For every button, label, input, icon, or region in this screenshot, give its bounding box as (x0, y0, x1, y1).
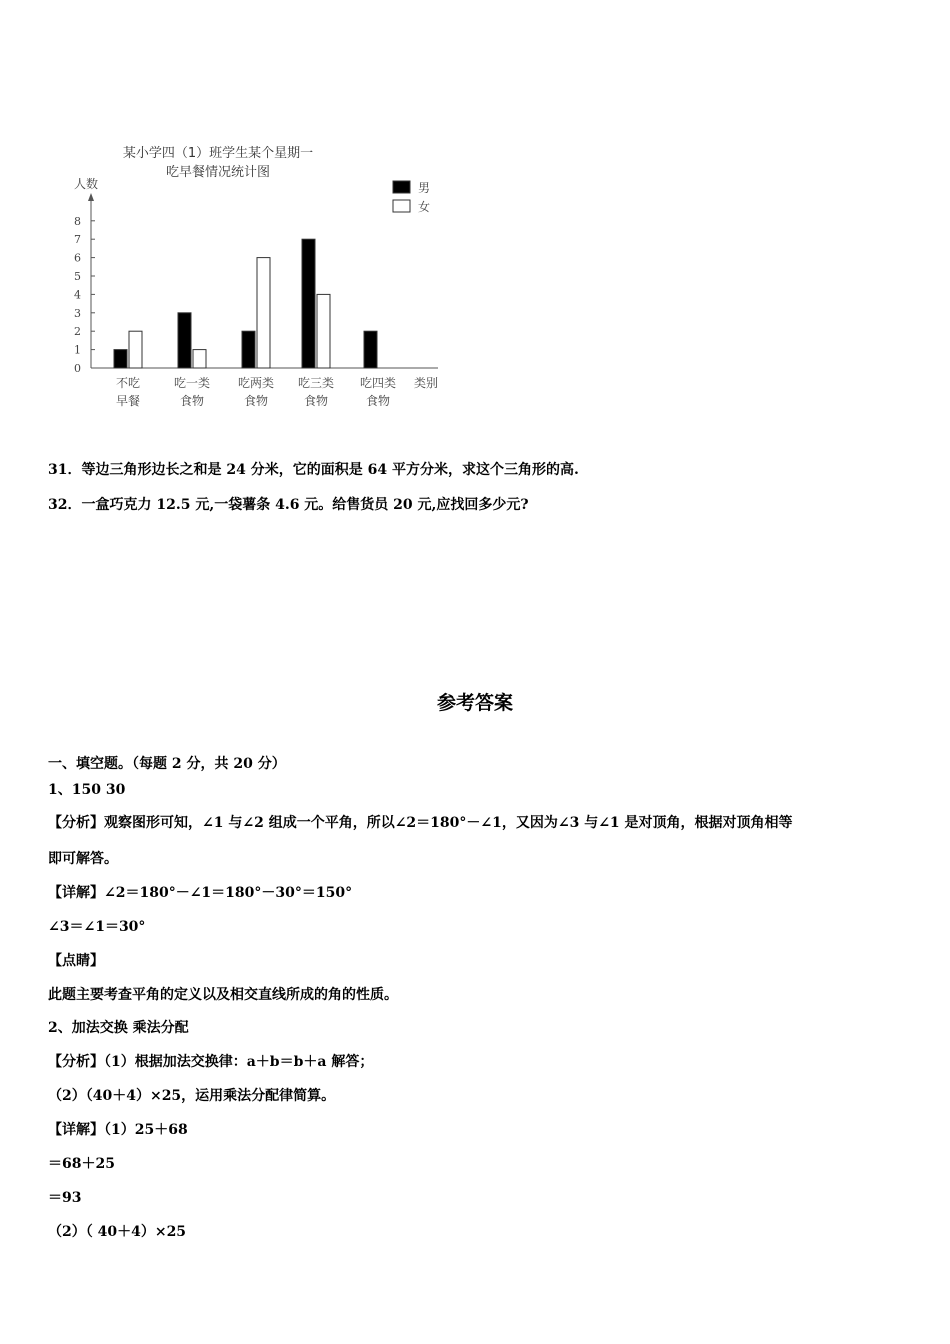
answer-heading: 参考答案 (436, 692, 513, 714)
detail-text: （1）25＋68 (104, 1122, 188, 1138)
chart-svg (60, 135, 460, 425)
answer-1-analysis-cont: 即可解答。 (48, 851, 118, 867)
y-tick-label: 5 (74, 270, 81, 283)
bar-boys (178, 313, 191, 368)
bar-boys (364, 331, 377, 368)
chart-title-line-1: 某小学四（1）班学生某个星期一 (122, 146, 314, 161)
answer-2-analysis (48, 1051, 373, 1071)
bar-girls (257, 258, 270, 368)
y-tick-label: 4 (74, 288, 81, 302)
analysis-tag: 【分析】 (48, 815, 104, 831)
y-tick-label: 3 (74, 306, 81, 320)
y-tick-label: 8 (74, 214, 81, 228)
answer-1-point-tag: 【点睛】 (48, 953, 104, 969)
legend-label-boys: 男 (418, 181, 431, 195)
bar-boys (114, 350, 127, 368)
answer-1-analysis (48, 812, 793, 832)
question-31: 31．等边三角形边长之和是 24 分米，它的面积是 64 平方分米，求这个三角形的高. (48, 462, 579, 478)
answer-2-detail-3: ＝93 (48, 1190, 82, 1206)
x-category-label: 不吃 (115, 376, 141, 390)
answer-2-detail (48, 1119, 188, 1139)
x-category-label-2: 食物 (179, 394, 205, 408)
x-category-label-2: 食物 (303, 394, 329, 408)
x-category-label: 吃两类 (237, 376, 275, 390)
legend-swatch-boys (393, 181, 410, 193)
y-tick-label: 2 (74, 325, 81, 339)
x-category-label-2: 早餐 (115, 394, 141, 408)
detail-tag: 【详解】 (48, 1122, 104, 1138)
x-category-label-2: 食物 (365, 394, 391, 408)
bar-boys (242, 331, 255, 368)
x-category-label: 吃三类 (297, 376, 335, 390)
answer-2: 2、加法交换 乘法分配 (48, 1020, 189, 1036)
y-tick-label: 6 (74, 251, 81, 265)
chart-title-line-2: 吃早餐情况统计图 (165, 165, 271, 180)
answer-2-detail-2: ＝68＋25 (48, 1156, 115, 1172)
y-axis-arrow (88, 193, 94, 201)
legend-label-girls: 女 (418, 200, 431, 214)
section-title: 一、填空题。（每题 2 分，共 20 分） (48, 756, 286, 772)
answer-1-detail-2: ∠3＝∠1＝30° (48, 919, 146, 935)
x-category-label: 吃一类 (173, 376, 211, 390)
answer-1-detail (48, 882, 352, 902)
x-axis-label: 类别 (413, 376, 439, 390)
analysis-text: 观察图形可知，∠1 与∠2 组成一个平角，所以∠2＝180°－∠1，又因为∠3 与∠1 是对顶角，根据对顶角相等 (104, 815, 793, 831)
bar-girls (193, 350, 206, 368)
answer-2-detail-4: （2）（ 40＋4）×25 (48, 1224, 187, 1240)
detail-tag: 【详解】 (48, 885, 104, 901)
analysis-tag: 【分析】 (48, 1054, 104, 1070)
detail-text: ∠2＝180°－∠1＝180°－30°＝150° (104, 885, 353, 901)
y-axis-label: 人数 (74, 177, 99, 191)
question-32: 32．一盒巧克力 12.5 元,一袋薯条 4.6 元。给售货员 20 元,应找回多少元? (48, 497, 529, 513)
bar-girls (317, 294, 330, 368)
answer-1: 1、150 30 (48, 782, 126, 798)
x-category-label-2: 食物 (243, 394, 269, 408)
y-tick-label: 0 (74, 362, 81, 375)
y-tick-label: 1 (74, 343, 81, 357)
breakfast-bar-chart (60, 135, 460, 425)
answer-2-analysis-2: （2）（40＋4）×25，运用乘法分配律简算。 (48, 1088, 336, 1104)
x-category-label: 吃四类 (359, 376, 397, 390)
y-tick-label: 7 (74, 233, 81, 247)
legend-swatch-girls (393, 200, 410, 212)
bar-boys (302, 239, 315, 368)
answer-1-point: 此题主要考查平角的定义以及相交直线所成的角的性质。 (48, 987, 398, 1003)
analysis-text: （1）根据加法交换律：a＋b＝b＋a 解答； (104, 1054, 374, 1070)
bar-girls (129, 331, 142, 368)
